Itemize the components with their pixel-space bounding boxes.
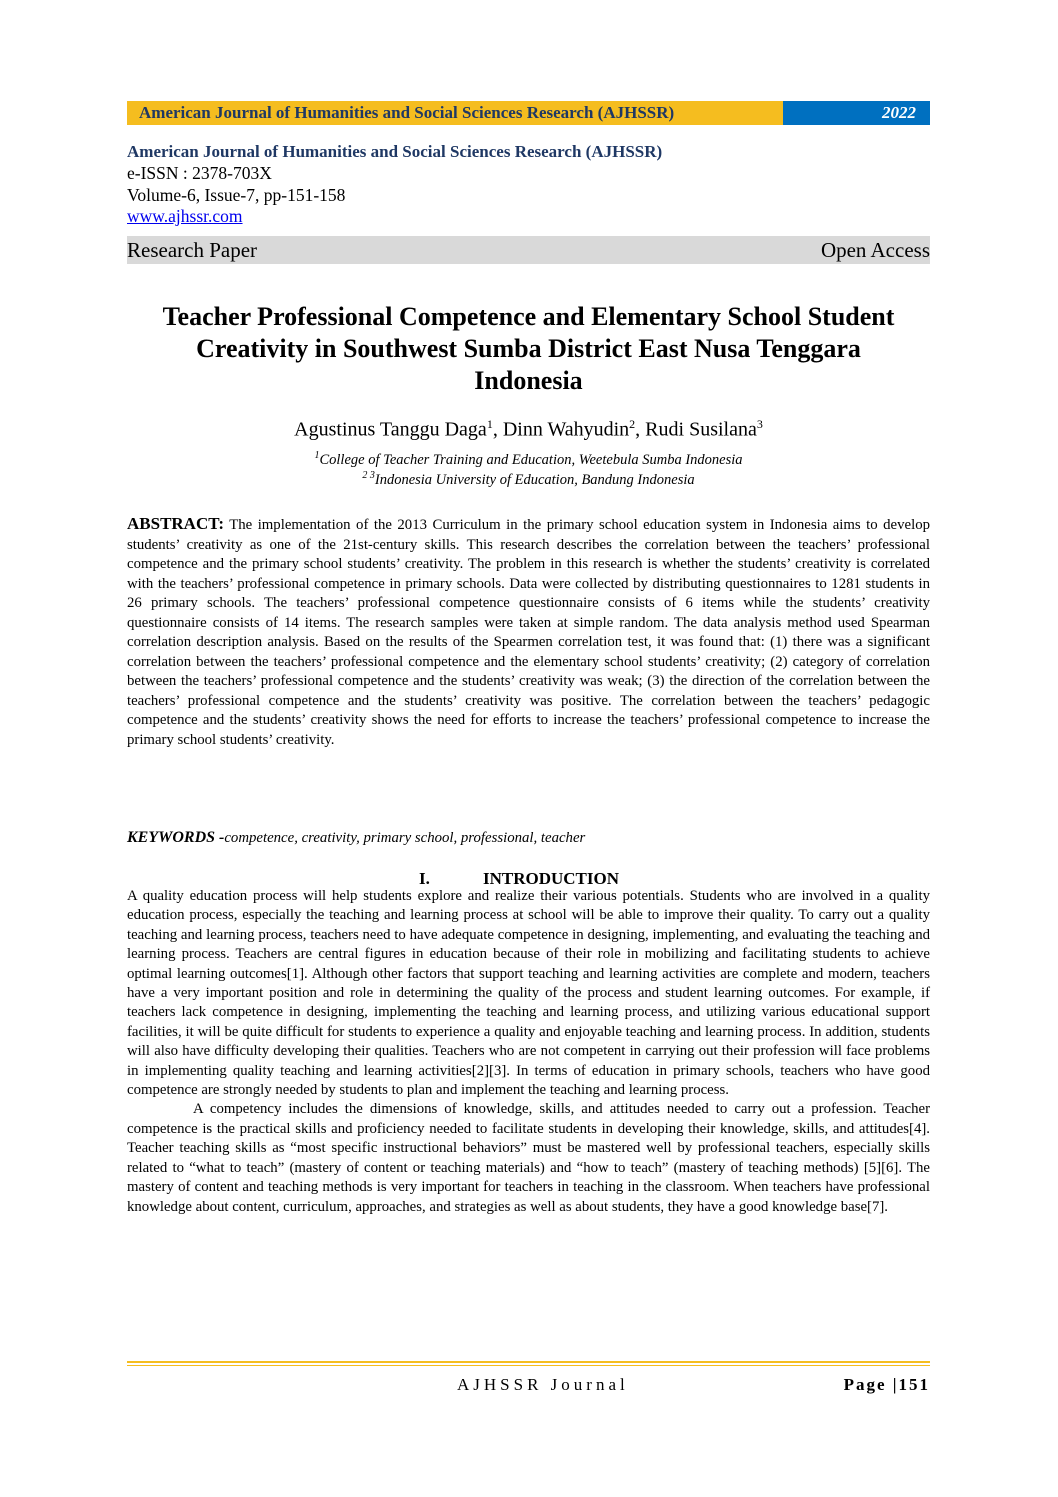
author-affiliation-mark: 3 <box>756 417 763 431</box>
author-affiliation-mark: 2 <box>629 417 636 431</box>
paper-title-line: Teacher Professional Competence and Elementary School Student <box>162 302 895 331</box>
journal-header-year-box <box>783 101 930 125</box>
affiliation-mark: 2 3 <box>362 470 375 481</box>
keywords <box>127 829 930 847</box>
affiliation-text: Indonesia University of Education, Bandung Indonesia <box>374 471 695 488</box>
keywords-text: competence, creativity, primary school, professional, teacher <box>224 830 586 846</box>
journal-header-left <box>127 101 783 125</box>
author-name: Agustinus Tanggu Daga <box>294 418 487 441</box>
paper-type: Research Paper <box>127 238 258 262</box>
footer-rule-thin <box>127 1365 930 1366</box>
footer-journal: AJHSSR Journal <box>457 1375 629 1394</box>
paper-type-bar <box>127 236 930 264</box>
body-paragraph: A quality education process will help students explore and realize their various potentials. Students who are involved in a quality education process, especially the teaching and learning process at school will be able to improve their quality. To carry out a quality teaching and learning process, teachers need to have adequate competence in designing, implementing, and evaluating the teaching and learning process. Teachers are central figures in education because of their role in mobilizing and facilitating students to achieve optimal learning outcomes[1]. Although other factors that support teaching and learning activities are complete and modern, teachers have a very important position and role in determining the quality of the process and student learning outcomes. For example, if teachers lack competence in designing, implementing the teaching and learning process, and utilizing various educational support facilities, it will be quite difficult for students to experience a quality and enjoyable teaching and learning process. In addition, students will also have difficulty developing their qualities. Teachers who are not competent in carrying out their profession will face problems in implementing quality teaching and learning activities[2][3]. In terms of education in primary schools, teachers who have good competence are strongly needed by students to plan and implement the teaching and learning process. <box>127 888 930 1099</box>
abstract-text: The implementation of the 2013 Curriculum in the primary school education system in Indonesia aims to develop students’ creativity as one of the 21st-century skills. This research describes the correlation between the teachers’ professional competence and the primary school students’ creativity. The problem in this research is whether the students’ creativity is correlated with the teachers’ professional competence in primary schools. Data were collected by distributing questionnaires to 1281 students in 26 primary schools. The teachers’ professional competence questionnaire consists of 6 items while the students’ creativity questionnaire consists of 14 items. The research samples were taken at simple random. The data analysis method used Spearman correlation description analysis. Based on the results of the Spearmen correlation test, it was found that: (1) there was a significant correlation between the teachers’ professional competence and the elementary school students’ creativity; (2) category of correlation between the teachers’ professional competence and the students’ creativity was weak; (3) the direction of the correlation between the teachers’ professional competence and the students’ creativity was positive. The correlation between the teachers’ pedagogic competence and the students’ creativity shows the need for efforts to increase the teachers’ professional competence to increase the primary school students’ creativity. <box>127 517 930 748</box>
publication-meta <box>127 141 930 227</box>
section-number: I. <box>419 869 430 888</box>
abstract-label: ABSTRACT: <box>127 514 224 533</box>
author-name: Rudi Susilana <box>645 418 757 441</box>
footer-page-label: Page | <box>843 1375 899 1394</box>
author-name: Dinn Wahyudin <box>502 418 630 441</box>
volume-issue: Volume-6, Issue-7, pp-151-158 <box>127 185 346 205</box>
eissn: e-ISSN : 2378-703X <box>127 163 272 183</box>
journal-header-band <box>127 101 930 125</box>
footer-rule <box>127 1361 930 1363</box>
journal-name: American Journal of Humanities and Social Sciences Research (AJHSSR) <box>127 142 663 161</box>
section-title: INTRODUCTION <box>483 869 620 888</box>
journal-header-year: 2022 <box>882 103 916 122</box>
abstract <box>127 514 930 750</box>
author-affiliation-mark: 1 <box>486 417 493 431</box>
affiliation <box>127 466 930 490</box>
paper-title-line: Creativity in Southwest Sumba District East Nusa Tenggara <box>196 334 861 363</box>
section-body <box>127 887 930 1217</box>
access-type: Open Access <box>820 238 930 262</box>
journal-website-link[interactable]: www.ajhssr.com <box>127 206 243 226</box>
paper-title <box>127 301 930 397</box>
page-number: 151 <box>898 1375 930 1394</box>
affiliation-text: College of Teacher Training and Education, Weetebula Sumba Indonesia <box>319 451 743 468</box>
author-list: Agustinus Tanggu Daga$^1$, Dinn Wahyudin$^2$, Rudi Susilana$^3$ <box>294 417 763 441</box>
body-paragraph: A competency includes the dimensions of knowledge, skills, and attitudes needed to carry out a profession. Teacher competence is the practical skills and proficiency needed to facilitate students in developing their knowledge, skills, and attitudes[4]. Teacher teaching skills as “most specific instructional behaviors” must be mastered well by professional teachers, especially skills related to “what to teach” (mastery of content or teaching materials) and “how to teach” (mastery of teaching methods) [5][6]. The mastery of content and teaching methods is very important for teachers in teaching in the classroom. When teachers have professional knowledge about content, curriculum, approaches, and strategies as well as about students, they have a good knowledge base[7]. <box>127 1101 930 1215</box>
paper-title-line: Indonesia <box>474 366 583 395</box>
keywords-label: KEYWORDS - <box>127 829 225 846</box>
footer-page <box>844 1375 930 1395</box>
journal-header-title: American Journal of Humanities and Social Sciences Research (AJHSSR) <box>139 103 675 122</box>
affiliation-mark: 1 <box>314 450 320 461</box>
